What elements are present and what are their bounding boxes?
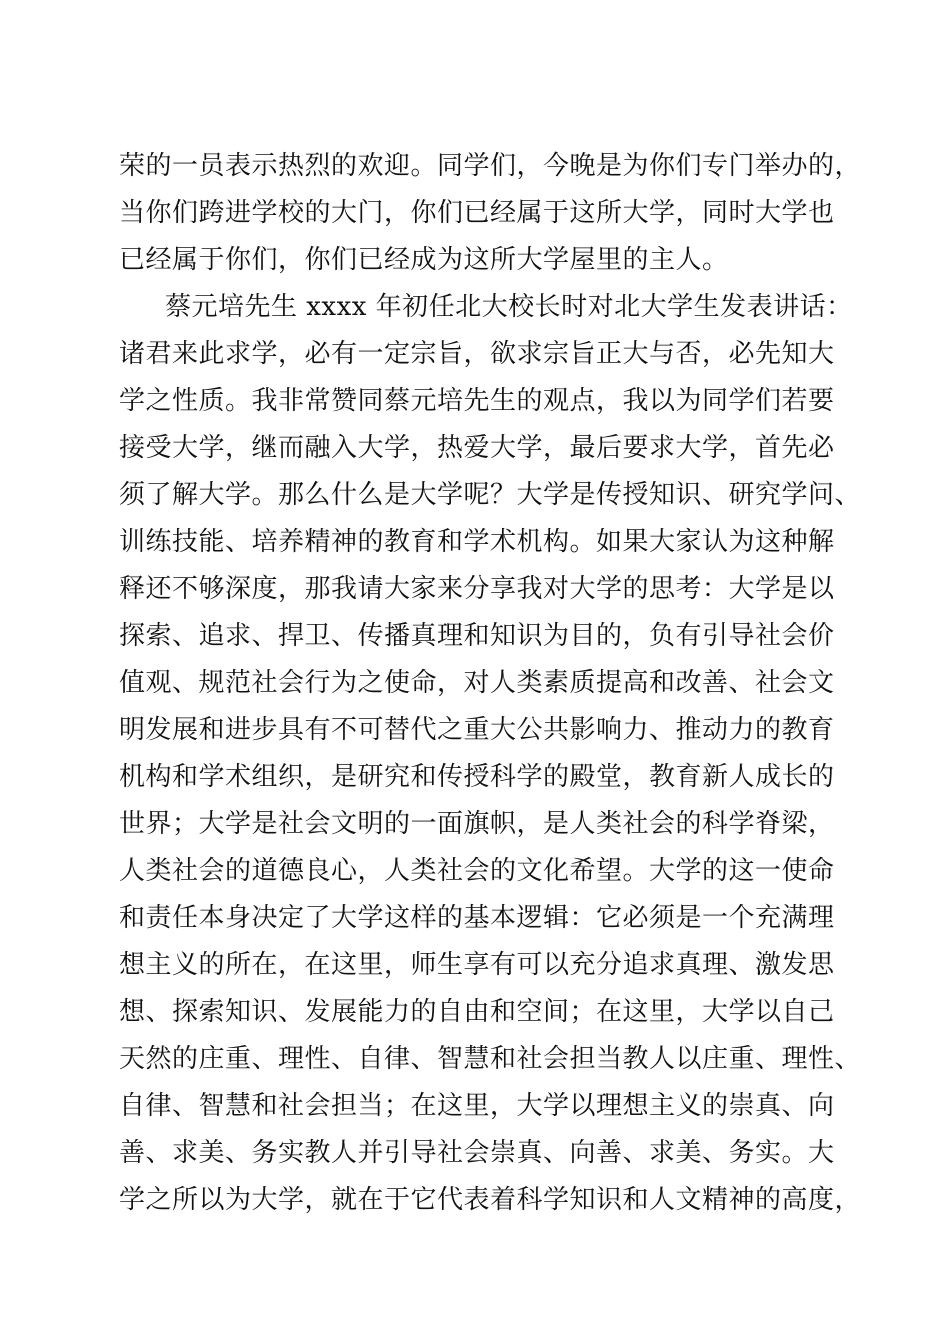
text-line: 训练技能、培养精神的教育和学术机构。如果大家认为这种解 — [119, 527, 835, 557]
text-line: 荣的一员表示热烈的欢迎。同学们，今晚是为你们专门举办的， — [119, 151, 862, 181]
text-line: 想主义的所在，在这里，师生享有可以充分追求真理、激发思 — [119, 950, 835, 980]
paragraph-2 — [119, 284, 862, 1224]
text-line: 想、探索知识、发展能力的自由和空间；在这里，大学以自己 — [119, 997, 835, 1027]
text-line: 蔡元培先生 xxxx 年初任北大校长时对北大学生发表讲话： — [165, 292, 853, 322]
text-line: 接受大学，继而融入大学，热爱大学，最后要求大学，首先必 — [119, 433, 835, 463]
text-line: 已经属于你们，你们已经成为这所大学屋里的主人。 — [119, 245, 729, 275]
text-line: 学之所以为大学，就在于它代表着科学知识和人文精神的高度， — [119, 1185, 862, 1215]
document-body — [119, 143, 862, 1224]
text-line: 自律、智慧和社会担当；在这里，大学以理想主义的崇真、向 — [119, 1091, 835, 1121]
text-line: 明发展和进步具有不可替代之重大公共影响力、推动力的教育 — [119, 715, 835, 745]
text-line: 值观、规范社会行为之使命，对人类素质提高和改善、社会文 — [119, 668, 835, 698]
paragraph-1 — [119, 143, 862, 284]
text-line: 诸君来此求学，必有一定宗旨，欲求宗旨正大与否，必先知大 — [119, 339, 835, 369]
text-line: 探索、追求、捍卫、传播真理和知识为目的，负有引导社会价 — [119, 621, 835, 651]
text-line: 释还不够深度，那我请大家来分享我对大学的思考：大学是以 — [119, 574, 835, 604]
text-line: 世界；大学是社会文明的一面旗帜，是人类社会的科学脊梁， — [119, 809, 835, 839]
text-line: 当你们跨进学校的大门，你们已经属于这所大学，同时大学也 — [119, 198, 835, 228]
text-line: 善、求美、务实教人并引导社会崇真、向善、求美、务实。大 — [119, 1138, 835, 1168]
text-line: 须了解大学。那么什么是大学呢？大学是传授知识、研究学问、 — [119, 480, 862, 510]
text-line: 机构和学术组织，是研究和传授科学的殿堂，教育新人成长的 — [119, 762, 835, 792]
text-line: 和责任本身决定了大学这样的基本逻辑：它必须是一个充满理 — [119, 903, 835, 933]
text-line: 学之性质。我非常赞同蔡元培先生的观点，我以为同学们若要 — [119, 386, 835, 416]
text-line: 天然的庄重、理性、自律、智慧和社会担当教人以庄重、理性、 — [119, 1044, 862, 1074]
text-line: 人类社会的道德良心，人类社会的文化希望。大学的这一使命 — [119, 856, 835, 886]
